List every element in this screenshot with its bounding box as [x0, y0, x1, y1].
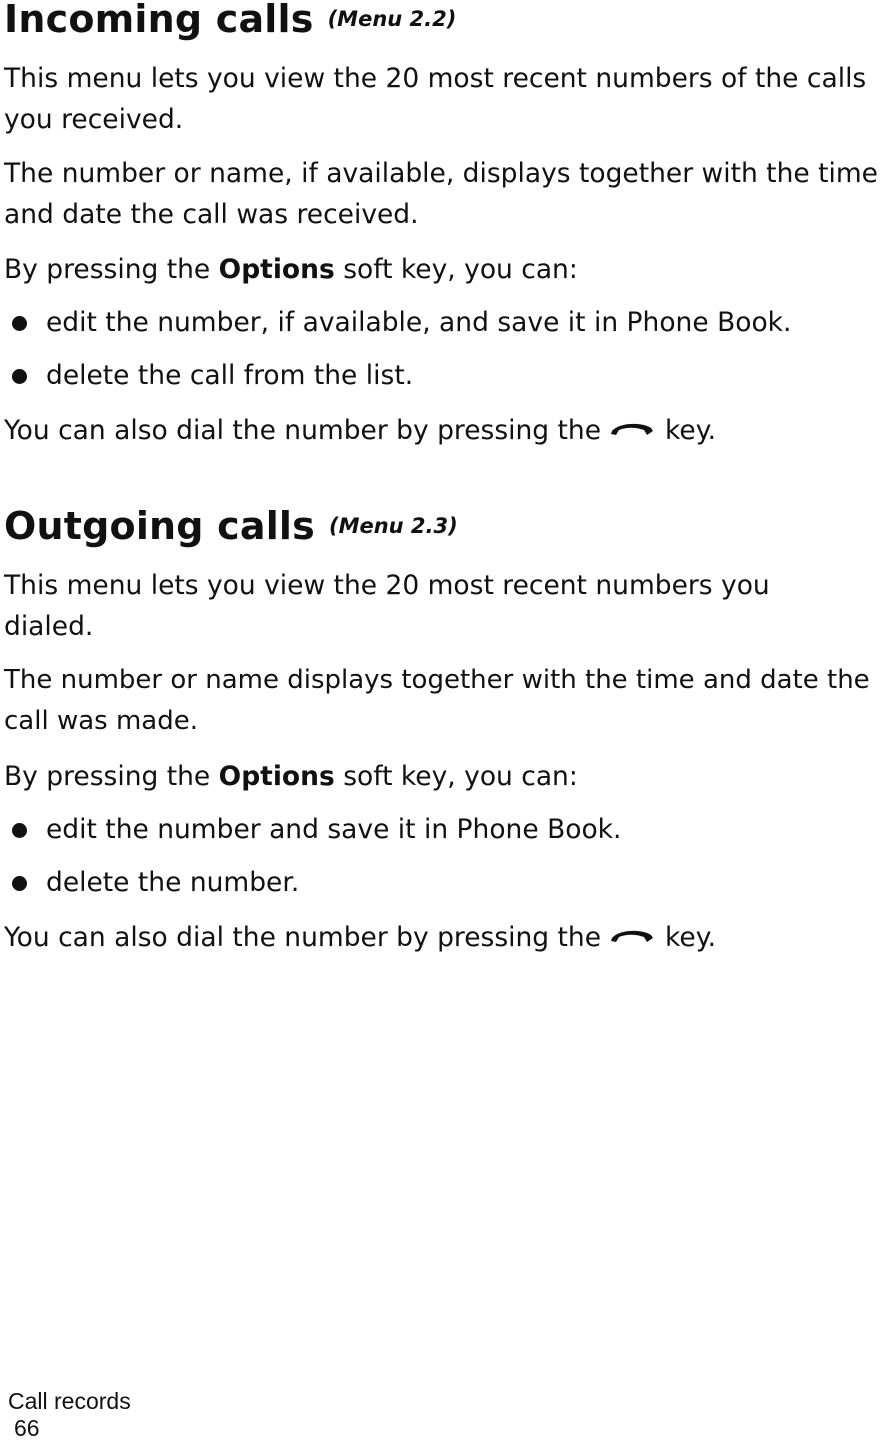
menu-number: (Menu 2.3) [328, 514, 458, 538]
list-item-text: edit the number and save it in Phone Book. [46, 814, 622, 845]
page-footer [8, 1388, 131, 1442]
bullet-icon [12, 823, 27, 838]
outgoing-options-intro [4, 756, 884, 797]
bullet-icon [12, 316, 27, 331]
heading-title: Incoming calls [4, 0, 314, 41]
incoming-options-intro [4, 249, 884, 290]
list-item [4, 355, 884, 396]
options-suffix: soft key, you can: [343, 761, 578, 792]
dial-prefix: You can also dial the number by pressing the [4, 922, 602, 953]
incoming-options-list [4, 302, 884, 396]
send-key-icon [609, 915, 655, 956]
page-number: 66 [14, 1415, 40, 1441]
outgoing-options-list [4, 809, 884, 903]
list-item [4, 862, 884, 903]
menu-number: (Menu 2.2) [327, 7, 457, 31]
outgoing-display-info: The number or name displays together with the time and date the call was made. [4, 665, 870, 736]
dial-suffix: key. [665, 415, 717, 446]
bullet-icon [12, 369, 27, 384]
incoming-calls-section [4, 0, 884, 452]
heading-title: Outgoing calls [4, 504, 315, 548]
bullet-icon [12, 876, 27, 891]
options-prefix: By pressing the [4, 254, 211, 285]
list-item [4, 809, 884, 850]
incoming-calls-heading [4, 0, 884, 41]
send-key-icon [609, 408, 655, 449]
list-item [4, 302, 884, 343]
footer-section-title: Call records [8, 1388, 131, 1414]
options-softkey-label: Options [218, 761, 335, 792]
outgoing-dial-note [4, 917, 884, 959]
list-item-text: delete the call from the list. [46, 360, 414, 391]
list-item-text: delete the number. [46, 867, 300, 898]
options-softkey-label: Options [218, 254, 335, 285]
outgoing-description: This menu lets you view the 20 most recent numbers you dialed. [4, 570, 770, 642]
incoming-dial-note [4, 410, 884, 452]
dial-suffix: key. [665, 922, 717, 953]
options-prefix: By pressing the [4, 761, 211, 792]
outgoing-calls-section [4, 504, 884, 959]
incoming-description: This menu lets you view the 20 most recent numbers of the calls you received. [4, 63, 867, 135]
dial-prefix: You can also dial the number by pressing the [4, 415, 602, 446]
options-suffix: soft key, you can: [343, 254, 578, 285]
list-item-text: edit the number, if available, and save it in Phone Book. [46, 307, 792, 338]
incoming-display-info: The number or name, if available, displays together with the time and date the call was received. [4, 158, 878, 230]
outgoing-calls-heading [4, 504, 884, 548]
